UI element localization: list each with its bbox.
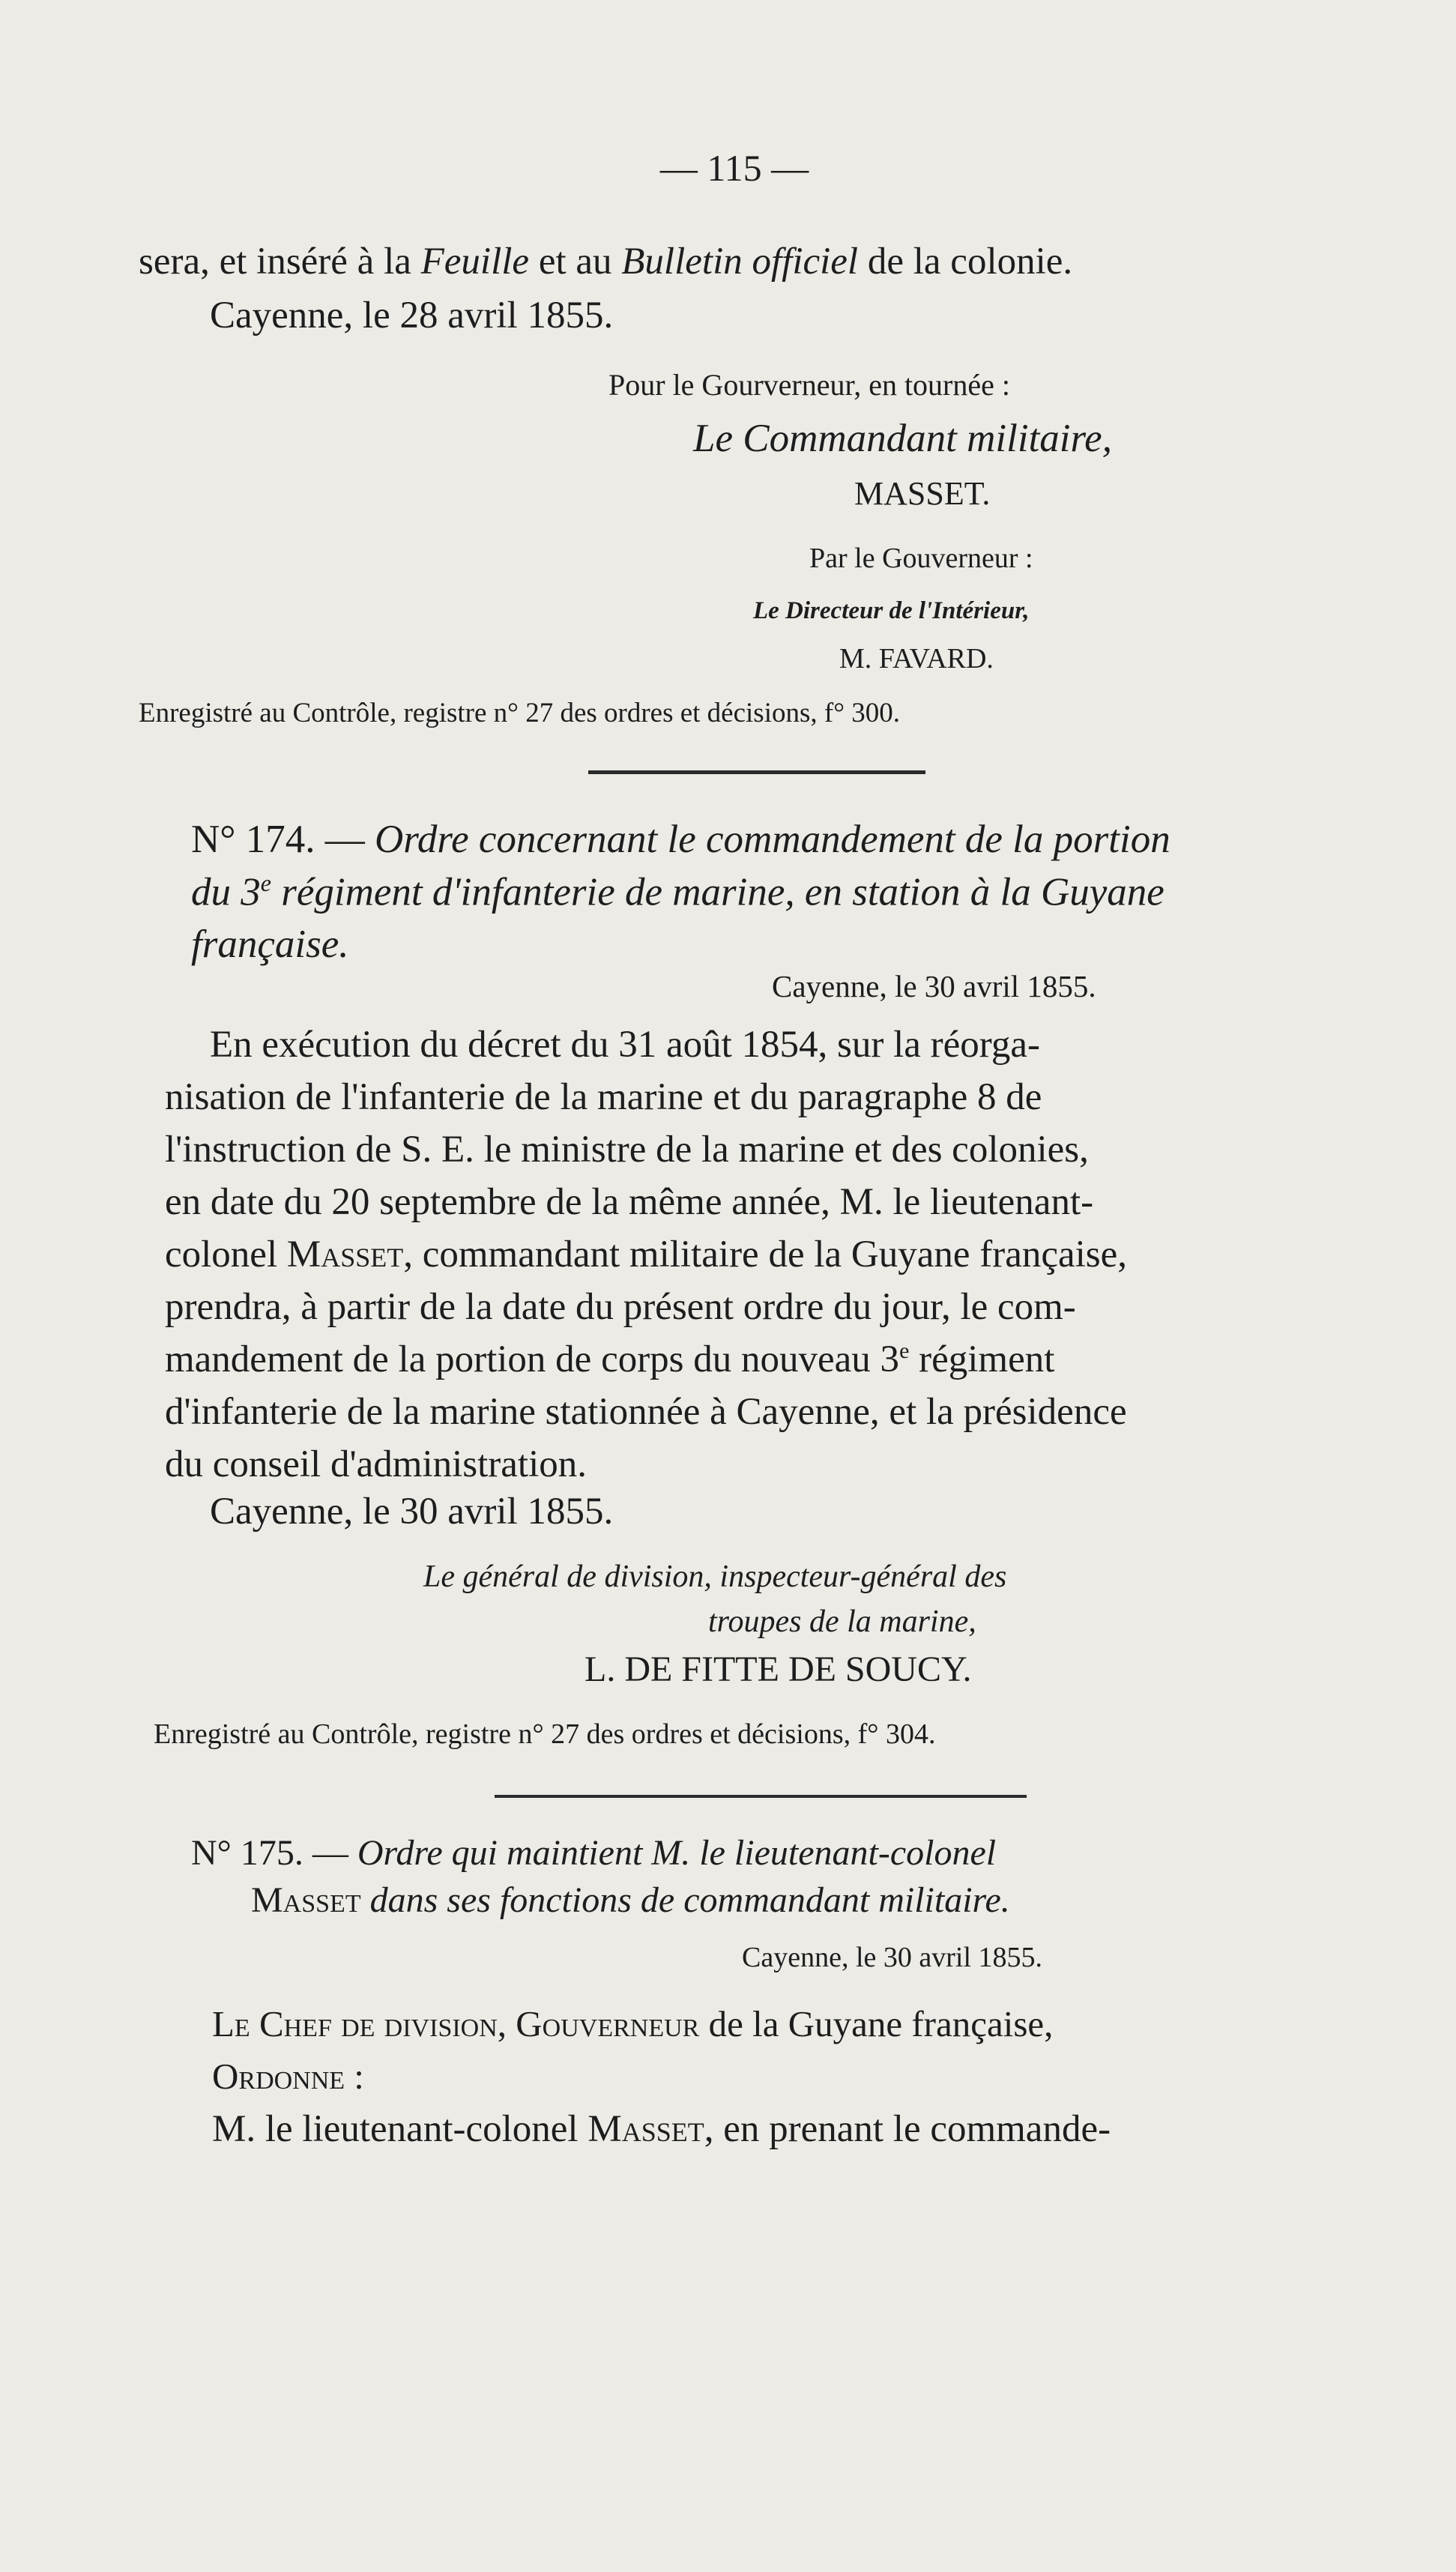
continuation-line: sera, et inséré à la Feuille et au Bulletin officiel de la colonie. (139, 241, 1073, 283)
decree-preamble: Le Chef de division, Gouverneur de la Guyane française, (212, 2003, 1054, 2044)
registry-note: Enregistré au Contrôle, registre n° 27 des ordres et décisions, f° 300. (139, 698, 901, 728)
body-line: l'instruction de S. E. le ministre de la marine et des colonies, (165, 1129, 1089, 1171)
director-title: Le Directeur de l'Intérieur, (753, 597, 1030, 624)
page-number: — 115 — (659, 147, 809, 189)
order-175-heading: N° 175. — Ordre qui maintient M. le lieutenant-colonel (191, 1833, 997, 1873)
for-governor-line: Pour le Gourverneur, en tournée : (608, 368, 1010, 402)
order-174-place-date: Cayenne, le 30 avril 1855. (772, 969, 1096, 1003)
order-175-title-line: Masset dans ses fonctions de commandant militaire. (251, 1880, 1010, 1920)
body-line: d'infanterie de la marine stationnée à Cayenne, et la présidence (165, 1391, 1127, 1433)
registry-note: Enregistré au Contrôle, registre n° 27 des ordres et décisions, f° 304. (154, 1718, 936, 1750)
ordonne-line: Ordonne : (212, 2056, 364, 2097)
order-title: Ordre concernant le commandement de la portion (374, 818, 1170, 861)
body-line: prendra, à partir de la date du présent ordre du jour, le com- (165, 1286, 1076, 1328)
order-174-title-line: française. (191, 923, 349, 966)
order-175-place-date: Cayenne, le 30 avril 1855. (742, 1942, 1043, 1973)
order-174-date: Cayenne, le 30 avril 1855. (210, 1491, 614, 1533)
continuation-date: Cayenne, le 28 avril 1855. (210, 295, 614, 336)
commandant-title: Le Commandant militaire, (693, 417, 1112, 460)
commandant-signature: MASSET. (854, 475, 991, 512)
section-divider (495, 1795, 1027, 1798)
order-174-heading: N° 174. — Ordre concernant le commandement de la portion (191, 818, 1170, 861)
order-number: N° 174. (191, 818, 315, 861)
order-number: N° 175. (191, 1833, 303, 1873)
order-title: Ordre qui maintient M. le lieutenant-colonel (357, 1833, 997, 1873)
body-line: mandement de la portion de corps du nouveau 3e régiment (165, 1338, 1055, 1380)
signer-title: Le général de division, inspecteur-général des (423, 1560, 1007, 1594)
signer-title: troupes de la marine, (708, 1605, 976, 1639)
director-signature: M. FAVARD. (839, 643, 994, 674)
order-174-title-line: du 3e régiment d'infanterie de marine, en station à la Guyane (191, 869, 1165, 914)
by-governor-line: Par le Gouverneur : (809, 543, 1033, 574)
signer-signature: L. DE FITTE DE SOUCY. (584, 1649, 972, 1689)
body-line: M. le lieutenant-colonel Masset, en prenant le commande- (212, 2108, 1111, 2150)
body-line: en date du 20 septembre de la même année, M. le lieutenant- (165, 1181, 1094, 1223)
section-divider (588, 770, 925, 774)
body-line: nisation de l'infanterie de la marine et du paragraphe 8 de (165, 1076, 1042, 1118)
body-line: du conseil d'administration. (165, 1443, 587, 1485)
body-line: En exécution du décret du 31 août 1854, sur la réorga- (210, 1024, 1040, 1066)
body-line: colonel Masset, commandant militaire de la Guyane française, (165, 1234, 1128, 1276)
